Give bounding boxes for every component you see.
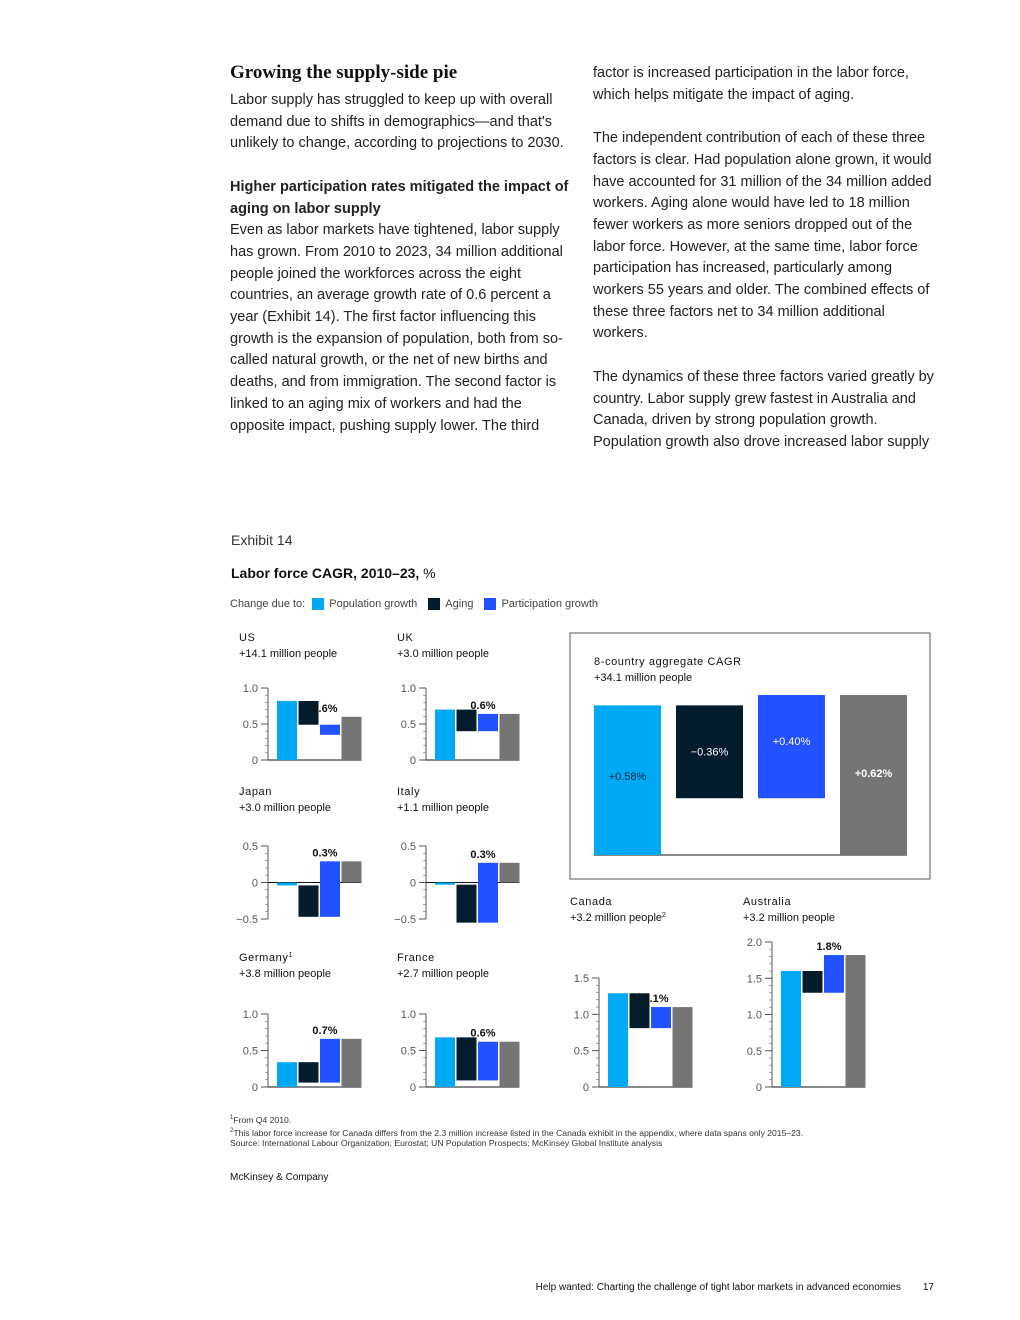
total-value-label: 0.7% <box>312 1024 338 1037</box>
participation-bar <box>824 955 844 993</box>
y-tick-label: 0 <box>409 1082 416 1094</box>
y-tick-label: 0 <box>251 755 258 767</box>
total-value-label: 0.3% <box>312 847 338 860</box>
chart-panel-title: UK <box>397 632 414 644</box>
chart-title-unit: % <box>419 565 436 581</box>
y-tick-label: 1.0 <box>746 1009 762 1022</box>
y-tick-label: 1.0 <box>242 683 258 695</box>
chart-panel-subtitle: +1.1 million people <box>397 802 490 814</box>
y-tick-label: −0.5 <box>394 914 416 926</box>
total-value-label: 1.8% <box>816 941 842 954</box>
total-value-label: 0.6% <box>470 1027 496 1040</box>
chart-panel-subtitle: +34.1 million people <box>594 672 693 684</box>
chart-panel-title: 8-country aggregate CAGR <box>594 656 742 668</box>
population-bar <box>435 710 455 760</box>
y-tick-label: 1.0 <box>400 683 416 695</box>
chart-panel-title: France <box>397 952 435 964</box>
chart-panel-title: Japan <box>239 786 272 798</box>
chart-panel-title: Australia <box>743 896 792 908</box>
chart-panel-subtitle: +3.2 million people <box>743 912 836 924</box>
total-bar <box>673 1007 693 1087</box>
total-value-label: 0.6% <box>312 702 338 715</box>
y-tick-label: 0.5 <box>400 1045 416 1058</box>
total-bar <box>500 1042 520 1087</box>
intro-paragraph: Labor supply has struggled to keep up with overall demand due to shifts in demographics—and that's unlikely to change, according to projections to 2030. <box>230 92 564 152</box>
y-tick-label: 0.5 <box>400 719 416 731</box>
y-tick-label: 0.5 <box>242 719 258 731</box>
total-bar <box>846 955 866 1087</box>
body-paragraph: The independent contribution of each of these three factors is clear. Had population alone grown, it would have accounted for 31 million of the 34 million added workers. Aging alone would have led to 18 million fewer workers as more seniors dropped out of the labor force. However, at the same time, labor force participation has increased, particularly among workers 55 years and older. The combined effects of these three factors net to 34 million additional workers. <box>593 130 932 342</box>
aging-bar <box>299 1062 319 1082</box>
footer-title: Help wanted: Charting the challenge of tight labor markets in advanced economies <box>535 1282 901 1293</box>
participation-bar <box>478 1042 498 1081</box>
chart-panel-title: Germany$^1$ <box>239 952 293 964</box>
aging-bar <box>457 885 477 923</box>
y-tick-label: 0.5 <box>400 841 416 853</box>
population-bar <box>435 883 455 885</box>
participation-bar <box>320 1039 340 1083</box>
y-tick-label: 1.5 <box>573 973 589 985</box>
y-tick-label: 1.5 <box>746 973 762 986</box>
footnote-2: $^2$This labor force increase for Canada differs from the 2.3 million increase listed in the Canada exhibit in the appendix, where data spans only 2015–23. <box>230 1127 804 1138</box>
footnotes <box>230 1113 803 1149</box>
y-tick-label: 1.0 <box>242 1009 258 1021</box>
legend-prefix: Change due to: <box>230 598 306 610</box>
chart-panel-subtitle: +3.2 million people$^2$ <box>570 912 666 924</box>
aging-bar <box>457 1037 477 1080</box>
total-bar <box>342 861 362 882</box>
y-tick-label: 0 <box>409 877 416 890</box>
participation-bar <box>478 714 498 731</box>
participation-bar <box>320 861 340 916</box>
y-tick-label: 0 <box>251 1082 258 1094</box>
chart-title-main: Labor force CAGR, 2010–23, <box>231 565 420 581</box>
total-bar <box>342 717 362 760</box>
population-bar <box>781 971 801 1087</box>
chart-panel-title: US <box>239 632 256 644</box>
chart-panel-subtitle: +3.8 million people <box>239 968 332 980</box>
body-paragraph: The dynamics of these three factors varied greatly by country. Labor supply grew fastest in Australia and Canada, driven by strong population growth. Population growth also drove increased labor supply <box>593 368 934 450</box>
chart-panel-subtitle: +3.0 million people <box>239 802 332 814</box>
aging-bar <box>299 885 319 916</box>
aging-bar <box>803 971 823 993</box>
page-footer <box>536 1282 934 1293</box>
participation-bar <box>478 863 498 923</box>
subheading: Higher participation rates mitigated the impact of aging on labor supply <box>230 178 569 217</box>
y-tick-label: −0.5 <box>236 914 258 926</box>
participation-bar <box>320 725 340 735</box>
population-bar <box>277 1062 297 1087</box>
bar-value-label: +0.62% <box>854 768 893 781</box>
footnote-1: $^1$From Q4 2010. <box>230 1114 292 1125</box>
total-value-label: 0.3% <box>470 848 496 861</box>
y-tick-label: 0 <box>409 755 416 767</box>
y-tick-label: 0 <box>582 1082 589 1094</box>
population-bar <box>435 1037 455 1087</box>
y-tick-label: 0.5 <box>242 1045 258 1058</box>
y-tick-label: 0 <box>755 1082 762 1094</box>
page-number: 17 <box>922 1282 934 1293</box>
y-tick-label: 0.5 <box>573 1045 589 1058</box>
chart-panel-title: Italy <box>397 786 421 798</box>
y-tick-label: 0.5 <box>746 1045 762 1058</box>
total-bar <box>500 714 520 760</box>
population-bar <box>608 993 628 1087</box>
bar-value-label: +0.40% <box>772 736 811 749</box>
y-tick-label: 1.0 <box>400 1009 416 1021</box>
legend-label: Aging <box>445 598 474 610</box>
y-tick-label: 0 <box>251 877 258 890</box>
chart-panel-subtitle: +2.7 million people <box>397 968 490 980</box>
bar-value-label: +0.58% <box>608 771 647 784</box>
total-value-label: 0.6% <box>470 699 496 712</box>
body-paragraph: factor is increased participation in the labor force, which helps mitigate the impact of aging. <box>593 65 909 103</box>
y-tick-label: 1.0 <box>573 1009 589 1022</box>
bar-value-label: −0.36% <box>690 746 729 759</box>
body-paragraph: Even as labor markets have tightened, labor supply has grown. From 2010 to 2023, 34 million additional people joined the workforces across the eight countries, an average growth rate of 0.6 percent a year (Exhibit 14). The first factor influencing this growth is the expansion of population, both from so-called natural growth, or the net of new births and deaths, and from immigration. The second factor is linked to an aging mix of workers and had the opposite impact, pushing supply lower. The third <box>230 222 563 434</box>
y-tick-label: 0.5 <box>242 841 258 853</box>
y-tick-label: 2.0 <box>746 937 762 949</box>
population-bar <box>277 883 297 886</box>
total-bar <box>500 863 520 883</box>
participation-bar <box>651 1007 671 1028</box>
source-note: Source: International Labour Organization; Eurostat; UN Population Prospects; McKinsey Global Institute analysis <box>230 1138 663 1149</box>
chart-panel-title: Canada <box>570 896 613 908</box>
chart-panel-subtitle: +14.1 million people <box>239 648 338 660</box>
population-bar <box>277 701 297 760</box>
aging-bar <box>457 710 477 732</box>
section-heading: Growing the supply-side pie <box>230 62 458 83</box>
brand-name: McKinsey & Company <box>230 1172 329 1183</box>
chart-panel-subtitle: +3.0 million people <box>397 648 490 660</box>
total-bar <box>342 1039 362 1087</box>
total-value-label: 1.1% <box>643 993 669 1006</box>
exhibit-label: Exhibit 14 <box>231 532 293 548</box>
legend-label: Population growth <box>329 598 418 610</box>
legend-label: Participation growth <box>501 598 599 610</box>
